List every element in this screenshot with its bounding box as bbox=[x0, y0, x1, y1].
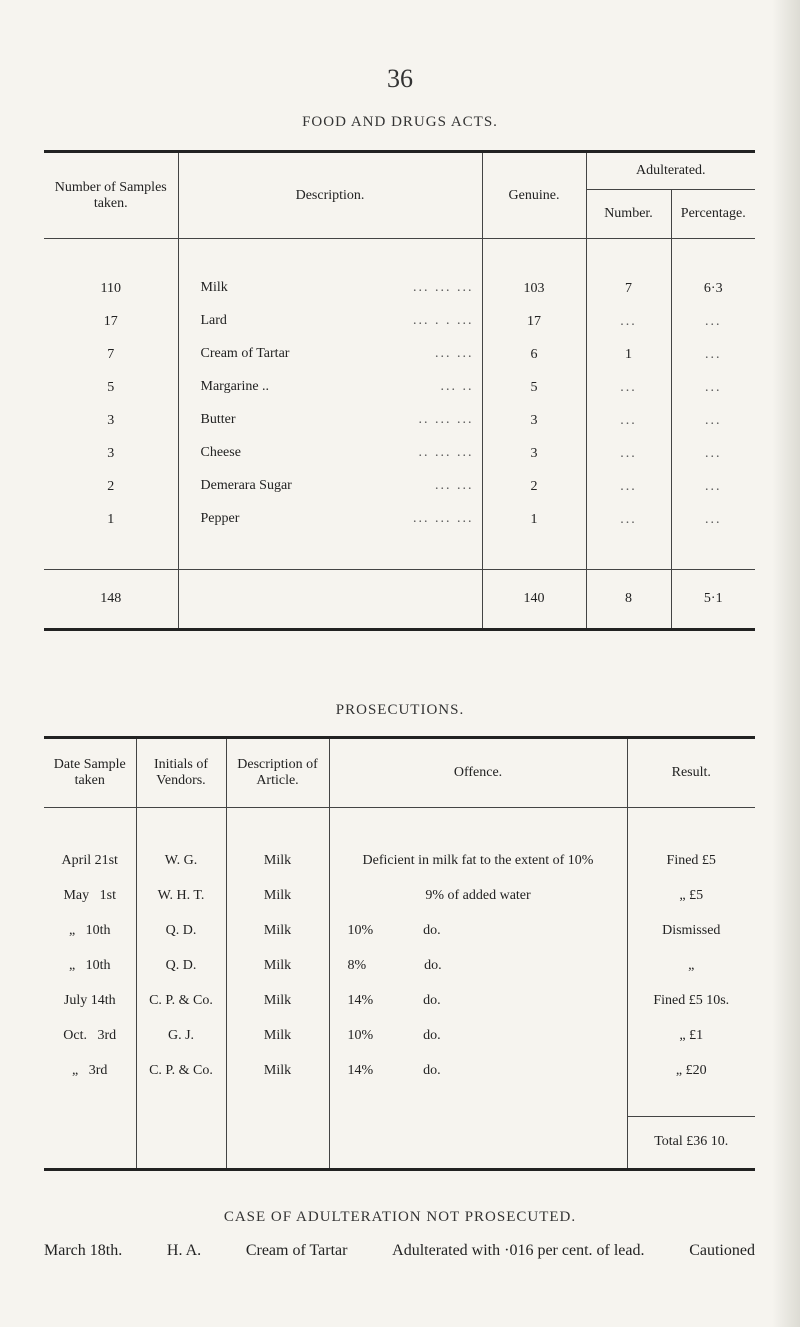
total-genuine: 140 bbox=[482, 570, 586, 630]
sample-count: 7 bbox=[107, 346, 115, 362]
description-text: Milk bbox=[200, 280, 228, 295]
adulterated-count: 7 bbox=[586, 272, 671, 305]
description-cell bbox=[178, 437, 482, 470]
article: Milk bbox=[226, 913, 329, 948]
not-prosecuted-date: March 18th. bbox=[44, 1242, 123, 1259]
date-day: 3rd bbox=[88, 1062, 108, 1078]
header-result: Result. bbox=[627, 738, 755, 808]
sample-count: 2 bbox=[107, 478, 115, 494]
section-title: FOOD AND DRUGS ACTS. bbox=[302, 114, 498, 130]
table-row bbox=[44, 948, 755, 983]
article: Milk bbox=[226, 843, 329, 878]
not-prosecuted-result: Cautioned bbox=[689, 1242, 755, 1259]
total-percentage: 5·1 bbox=[671, 570, 755, 630]
description-text: Demerara Sugar bbox=[200, 478, 292, 493]
header-description: Description. bbox=[178, 152, 482, 239]
header-date: Date Sample taken bbox=[44, 738, 136, 808]
vendor-initials: C. P. & Co. bbox=[136, 1053, 226, 1088]
date-day: 10th bbox=[85, 922, 111, 938]
date-month: April bbox=[61, 852, 92, 868]
adulterated-percentage: ... bbox=[671, 437, 755, 470]
date-month: „ bbox=[68, 922, 76, 938]
not-prosecuted-article: Cream of Tartar bbox=[245, 1242, 348, 1259]
date-day: 21st bbox=[94, 852, 118, 868]
adulterated-percentage: ... bbox=[671, 470, 755, 503]
table-row bbox=[44, 843, 755, 878]
header-number-of-samples: Number of Samples taken. bbox=[44, 152, 178, 239]
offence-amount: Deficient in milk fat to the extent of 10% bbox=[362, 852, 594, 868]
sample-count: 17 bbox=[103, 313, 118, 329]
total-adulterated: 8 bbox=[586, 570, 671, 630]
genuine-count: 2 bbox=[482, 470, 586, 503]
result: „ bbox=[627, 948, 755, 983]
offence-ditto: do. bbox=[423, 1027, 441, 1043]
description-cell bbox=[178, 371, 482, 404]
not-prosecuted-entry bbox=[44, 1242, 755, 1260]
adulterated-count: ... bbox=[586, 503, 671, 536]
description-text: Margarine .. bbox=[200, 379, 270, 394]
page-edge-shadow bbox=[772, 0, 800, 1327]
offence-amount: 8% bbox=[347, 957, 367, 973]
article: Milk bbox=[226, 878, 329, 913]
description-cell bbox=[178, 338, 482, 371]
header-adulterated-number: Number. bbox=[586, 190, 671, 239]
adulterated-percentage: ... bbox=[671, 371, 755, 404]
prosecutions-title: PROSECUTIONS. bbox=[335, 702, 465, 718]
table-row bbox=[44, 338, 755, 371]
result: Dismissed bbox=[627, 913, 755, 948]
article: Milk bbox=[226, 983, 329, 1018]
date-cell bbox=[44, 913, 136, 948]
result: „ £1 bbox=[627, 1018, 755, 1053]
table-row bbox=[44, 1018, 755, 1053]
date-day: 1st bbox=[99, 887, 116, 903]
genuine-count: 17 bbox=[482, 305, 586, 338]
offence-amount: 9% of added water bbox=[425, 887, 531, 903]
table-row bbox=[44, 437, 755, 470]
leader-dots: ... ... bbox=[435, 478, 474, 493]
description-text: Pepper bbox=[200, 511, 240, 526]
adulterated-count: ... bbox=[586, 371, 671, 404]
result: „ £20 bbox=[627, 1053, 755, 1088]
offence-amount: 14% bbox=[347, 992, 374, 1008]
header-initials: Initials of Vendors. bbox=[136, 738, 226, 808]
article: Milk bbox=[226, 948, 329, 983]
totals-row bbox=[44, 570, 755, 630]
genuine-count: 6 bbox=[482, 338, 586, 371]
leader-dots: ... ... ... bbox=[413, 280, 474, 295]
leader-dots: ... .. bbox=[440, 379, 474, 394]
vendor-initials: Q. D. bbox=[136, 913, 226, 948]
offence-amount: 10% bbox=[347, 922, 374, 938]
leader-dots: ... ... bbox=[435, 346, 474, 361]
description-text: Cheese bbox=[200, 445, 241, 460]
date-month: July bbox=[63, 992, 88, 1008]
leader-dots: .. ... ... bbox=[418, 412, 474, 427]
table-row bbox=[44, 878, 755, 913]
page-number: 36 bbox=[387, 64, 413, 93]
adulterated-count: 1 bbox=[586, 338, 671, 371]
header-article: Description of Article. bbox=[226, 738, 329, 808]
description-cell bbox=[178, 272, 482, 305]
adulterated-percentage: ... bbox=[671, 404, 755, 437]
table-row bbox=[44, 404, 755, 437]
date-month: „ bbox=[68, 957, 76, 973]
adulterated-count: ... bbox=[586, 404, 671, 437]
adulterated-count: ... bbox=[586, 470, 671, 503]
description-text: Lard bbox=[200, 313, 227, 328]
date-day: 3rd bbox=[97, 1027, 117, 1043]
table-row bbox=[44, 913, 755, 948]
adulterated-count: ... bbox=[586, 305, 671, 338]
result: Fined £5 10s. bbox=[627, 983, 755, 1018]
date-month: Oct. bbox=[63, 1027, 88, 1043]
not-prosecuted-initials: H. A. bbox=[166, 1242, 202, 1259]
date-cell bbox=[44, 1053, 136, 1088]
offence-cell bbox=[329, 948, 627, 983]
description-text: Cream of Tartar bbox=[200, 346, 290, 361]
article: Milk bbox=[226, 1018, 329, 1053]
total-fines: Total £36 10. bbox=[627, 1116, 755, 1170]
table-row bbox=[44, 983, 755, 1018]
description-cell bbox=[178, 404, 482, 437]
header-adulterated: Adulterated. bbox=[586, 152, 755, 190]
offence-ditto: do. bbox=[423, 922, 441, 938]
adulterated-count: ... bbox=[586, 437, 671, 470]
samples-table bbox=[44, 150, 755, 631]
genuine-count: 5 bbox=[482, 371, 586, 404]
date-day: 14th bbox=[90, 992, 116, 1008]
offence-cell bbox=[329, 843, 627, 878]
genuine-count: 3 bbox=[482, 437, 586, 470]
table-row bbox=[44, 272, 755, 305]
date-cell bbox=[44, 948, 136, 983]
table-row bbox=[44, 1053, 755, 1088]
offence-ditto: do. bbox=[423, 992, 441, 1008]
vendor-initials: G. J. bbox=[136, 1018, 226, 1053]
sample-count: 3 bbox=[107, 412, 115, 428]
adulterated-percentage: ... bbox=[671, 503, 755, 536]
offence-ditto: do. bbox=[424, 957, 442, 973]
offence-ditto: do. bbox=[423, 1062, 441, 1078]
table-row bbox=[44, 503, 755, 536]
offence-cell bbox=[329, 1018, 627, 1053]
table-row bbox=[44, 470, 755, 503]
sample-count: 110 bbox=[100, 280, 121, 296]
date-month: May bbox=[63, 887, 90, 903]
genuine-count: 3 bbox=[482, 404, 586, 437]
offence-cell bbox=[329, 878, 627, 913]
sample-count: 5 bbox=[107, 379, 115, 395]
prosecutions-table bbox=[44, 736, 755, 1171]
description-text: Butter bbox=[200, 412, 236, 427]
header-adulterated-percentage: Percentage. bbox=[671, 190, 755, 239]
table-row bbox=[44, 371, 755, 404]
total-samples: 148 bbox=[100, 591, 122, 606]
date-cell bbox=[44, 878, 136, 913]
not-prosecuted-offence: Adulterated with ·016 per cent. of lead. bbox=[392, 1242, 645, 1259]
date-month: „ bbox=[72, 1062, 79, 1078]
offence-amount: 14% bbox=[347, 1062, 374, 1078]
header-offence: Offence. bbox=[329, 738, 627, 808]
date-day: 10th bbox=[85, 957, 111, 973]
date-cell bbox=[44, 843, 136, 878]
vendor-initials: W. G. bbox=[136, 843, 226, 878]
sample-count: 3 bbox=[107, 445, 115, 461]
description-cell bbox=[178, 503, 482, 536]
date-cell bbox=[44, 1018, 136, 1053]
vendor-initials: W. H. T. bbox=[136, 878, 226, 913]
adulterated-percentage: 6·3 bbox=[671, 272, 755, 305]
adulterated-percentage: ... bbox=[671, 338, 755, 371]
genuine-count: 103 bbox=[482, 272, 586, 305]
genuine-count: 1 bbox=[482, 503, 586, 536]
article: Milk bbox=[226, 1053, 329, 1088]
sample-count: 1 bbox=[107, 511, 115, 527]
offence-cell bbox=[329, 1053, 627, 1088]
date-cell bbox=[44, 983, 136, 1018]
description-cell bbox=[178, 305, 482, 338]
result: Fined £5 bbox=[627, 843, 755, 878]
header-genuine: Genuine. bbox=[482, 152, 586, 239]
total-description-blank bbox=[178, 570, 482, 630]
result: „ £5 bbox=[627, 878, 755, 913]
leader-dots: .. ... ... bbox=[418, 445, 474, 460]
offence-amount: 10% bbox=[347, 1027, 374, 1043]
vendor-initials: Q. D. bbox=[136, 948, 226, 983]
adulterated-percentage: ... bbox=[671, 305, 755, 338]
offence-cell bbox=[329, 913, 627, 948]
offence-cell bbox=[329, 983, 627, 1018]
total-row bbox=[44, 1116, 755, 1170]
table-row bbox=[44, 305, 755, 338]
not-prosecuted-title: CASE OF ADULTERATION NOT PROSECUTED. bbox=[223, 1209, 577, 1225]
leader-dots: ... ... ... bbox=[413, 511, 474, 526]
vendor-initials: C. P. & Co. bbox=[136, 983, 226, 1018]
description-cell bbox=[178, 470, 482, 503]
leader-dots: ... . . ... bbox=[413, 313, 474, 328]
